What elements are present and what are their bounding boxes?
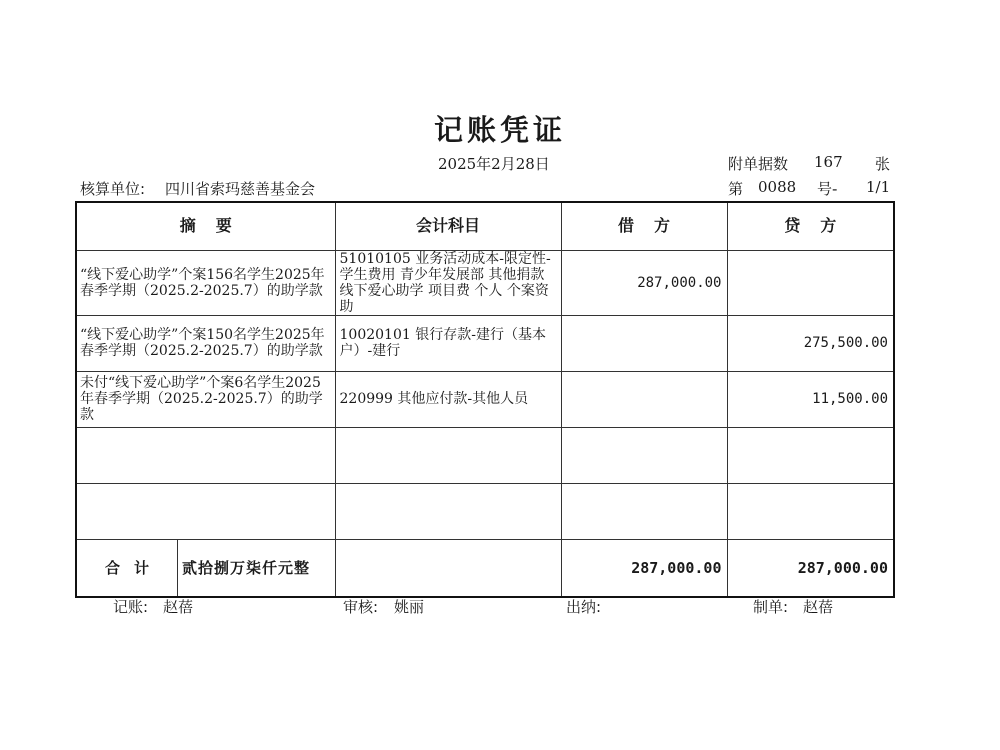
table-header-row bbox=[76, 202, 894, 250]
voucher-date: 2025年2月28日 bbox=[438, 155, 550, 173]
total-amount-words: 贰拾捌万柒仟元整 bbox=[182, 558, 311, 577]
preparer-name: 赵蓓 bbox=[803, 598, 834, 616]
table-row bbox=[76, 315, 894, 371]
row-account: 51010105 业务活动成本-限定性-学生费用 青少年发展部 其他捐款 线下爱心助学 项目费 个人 个案资助 bbox=[335, 250, 561, 315]
header-debit: 借方 bbox=[561, 202, 727, 250]
attachments-unit: 张 bbox=[875, 155, 891, 173]
row-account: 10020101 银行存款-建行（基本户）-建行 bbox=[335, 315, 561, 371]
row-debit bbox=[561, 371, 727, 427]
attachments-count: 167 bbox=[814, 153, 843, 171]
voucher-title: 记账凭证 bbox=[433, 113, 566, 147]
total-cell bbox=[76, 539, 335, 597]
voucher-table bbox=[75, 201, 895, 598]
reviewer-name: 姚丽 bbox=[394, 598, 425, 616]
total-row bbox=[76, 539, 894, 597]
total-credit: 287,000.00 bbox=[727, 539, 894, 597]
voucher-number-prefix: 第 bbox=[728, 180, 744, 198]
row-credit bbox=[727, 250, 894, 315]
preparer-label: 制单: bbox=[753, 598, 789, 616]
header-account: 会计科目 bbox=[335, 202, 561, 250]
cashier-label: 出纳: bbox=[566, 598, 602, 616]
voucher-number: 0088 bbox=[758, 178, 797, 196]
row-summary: “线下爱心助学”个案150名学生2025年春季学期（2025.2-2025.7）的助学款 bbox=[76, 315, 335, 371]
total-debit: 287,000.00 bbox=[561, 539, 727, 597]
row-summary: “线下爱心助学”个案156名学生2025年春季学期（2025.2-2025.7）的助学款 bbox=[76, 250, 335, 315]
total-label: 合计 bbox=[77, 540, 178, 596]
attachments-label: 附单据数 bbox=[728, 155, 789, 173]
row-debit: 287,000.00 bbox=[561, 250, 727, 315]
voucher-page: 1/1 bbox=[866, 178, 891, 196]
bookkeeper-label: 记账: bbox=[113, 598, 149, 616]
row-credit: 275,500.00 bbox=[727, 315, 894, 371]
unit-name: 四川省索玛慈善基金会 bbox=[165, 180, 316, 198]
table-row-empty bbox=[76, 483, 894, 539]
row-debit bbox=[561, 315, 727, 371]
table-row bbox=[76, 250, 894, 315]
row-account: 220999 其他应付款-其他人员 bbox=[335, 371, 561, 427]
header-summary: 摘要 bbox=[76, 202, 335, 250]
table-row bbox=[76, 371, 894, 427]
header-credit: 贷方 bbox=[727, 202, 894, 250]
reviewer-label: 审核: bbox=[343, 598, 379, 616]
row-summary: 未付“线下爱心助学”个案6名学生2025年春季学期（2025.2-2025.7）的助学款 bbox=[76, 371, 335, 427]
voucher-number-suffix: 号- bbox=[817, 180, 838, 198]
row-credit: 11,500.00 bbox=[727, 371, 894, 427]
unit-label: 核算单位: bbox=[80, 180, 146, 198]
table-row-empty bbox=[76, 427, 894, 483]
bookkeeper-name: 赵蓓 bbox=[163, 598, 194, 616]
